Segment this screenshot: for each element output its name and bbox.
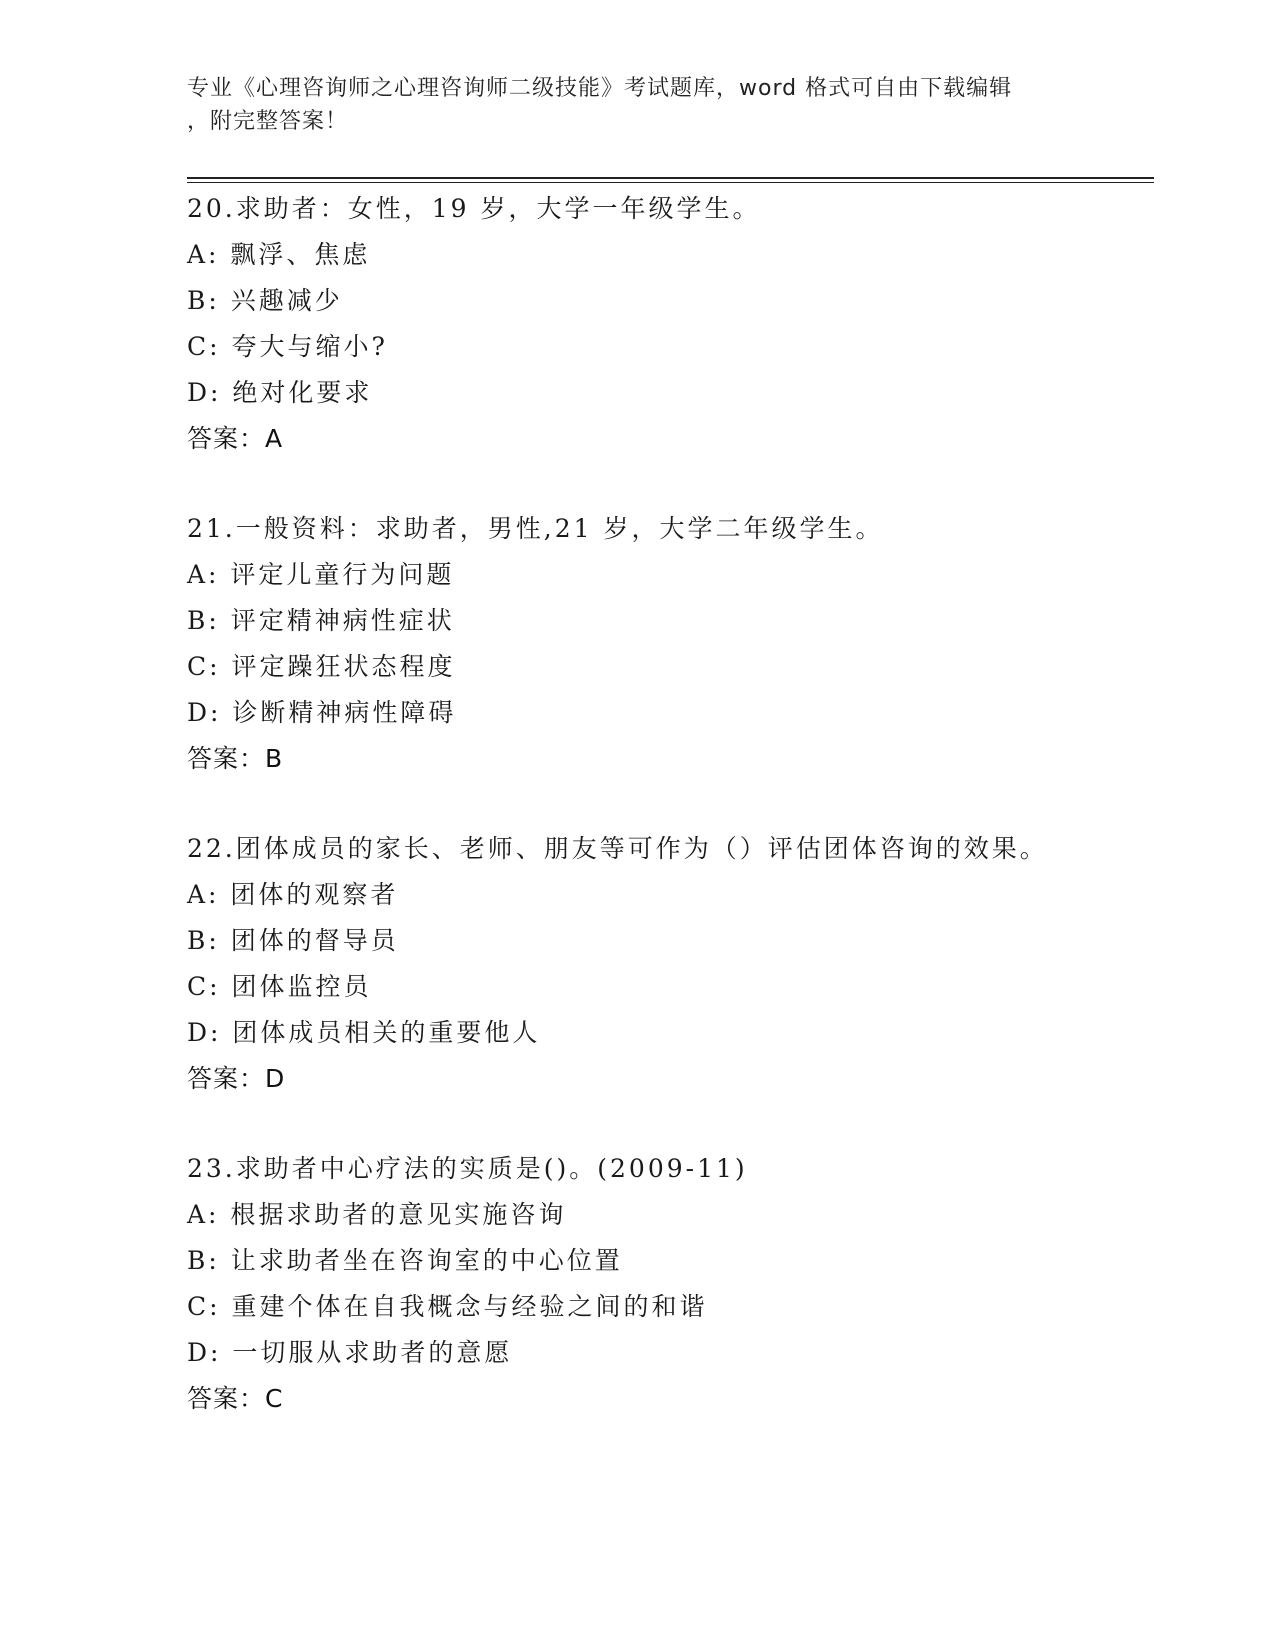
answer-label: 答案：A	[187, 424, 284, 453]
question-21	[187, 506, 1147, 782]
option-d: D: 团体成员相关的重要他人	[187, 1018, 541, 1047]
question-stem: 21.一般资料：求助者，男性,21 岁，大学二年级学生。	[187, 514, 884, 543]
answer-label: 答案：B	[187, 744, 284, 773]
option-b: B: 兴趣减少	[187, 286, 343, 315]
answer-label: 答案：D	[187, 1064, 286, 1093]
option-d: D: 绝对化要求	[187, 378, 373, 407]
question-22	[187, 826, 1147, 1102]
option-a: A: 根据求助者的意见实施咨询	[187, 1200, 567, 1229]
option-d: D: 一切服从求助者的意愿	[187, 1338, 513, 1367]
option-d: D: 诊断精神病性障碍	[187, 698, 457, 727]
header-line-1: 专业《心理咨询师之心理咨询师二级技能》考试题库，word 格式可自由下载编辑	[187, 76, 1013, 101]
option-b: B: 让求助者坐在咨询室的中心位置	[187, 1246, 623, 1275]
document-header	[187, 72, 1067, 138]
option-c: C: 评定躁狂状态程度	[187, 652, 456, 681]
option-a: A: 飘浮、焦虑	[187, 240, 371, 269]
header-line-2: ，附完整答案！	[187, 109, 349, 134]
option-c: C: 夸大与缩小?	[187, 332, 388, 361]
answer-label: 答案：C	[187, 1384, 284, 1413]
question-stem: 22.团体成员的家长、老师、朋友等可作为（）评估团体咨询的效果。	[187, 834, 1048, 863]
option-a: A: 团体的观察者	[187, 880, 399, 909]
option-c: C: 团体监控员	[187, 972, 372, 1001]
option-c: C: 重建个体在自我概念与经验之间的和谐	[187, 1292, 708, 1321]
option-b: B: 评定精神病性症状	[187, 606, 455, 635]
question-stem: 20.求助者：女性，19 岁，大学一年级学生。	[187, 194, 761, 223]
option-b: B: 团体的督导员	[187, 926, 399, 955]
question-stem: 23.求助者中心疗法的实质是()。(2009-11)	[187, 1154, 748, 1183]
header-divider-thin	[187, 182, 1154, 183]
question-23	[187, 1146, 1147, 1422]
option-a: A: 评定儿童行为问题	[187, 560, 455, 589]
question-20	[187, 186, 1147, 462]
header-divider-thick	[187, 177, 1154, 179]
